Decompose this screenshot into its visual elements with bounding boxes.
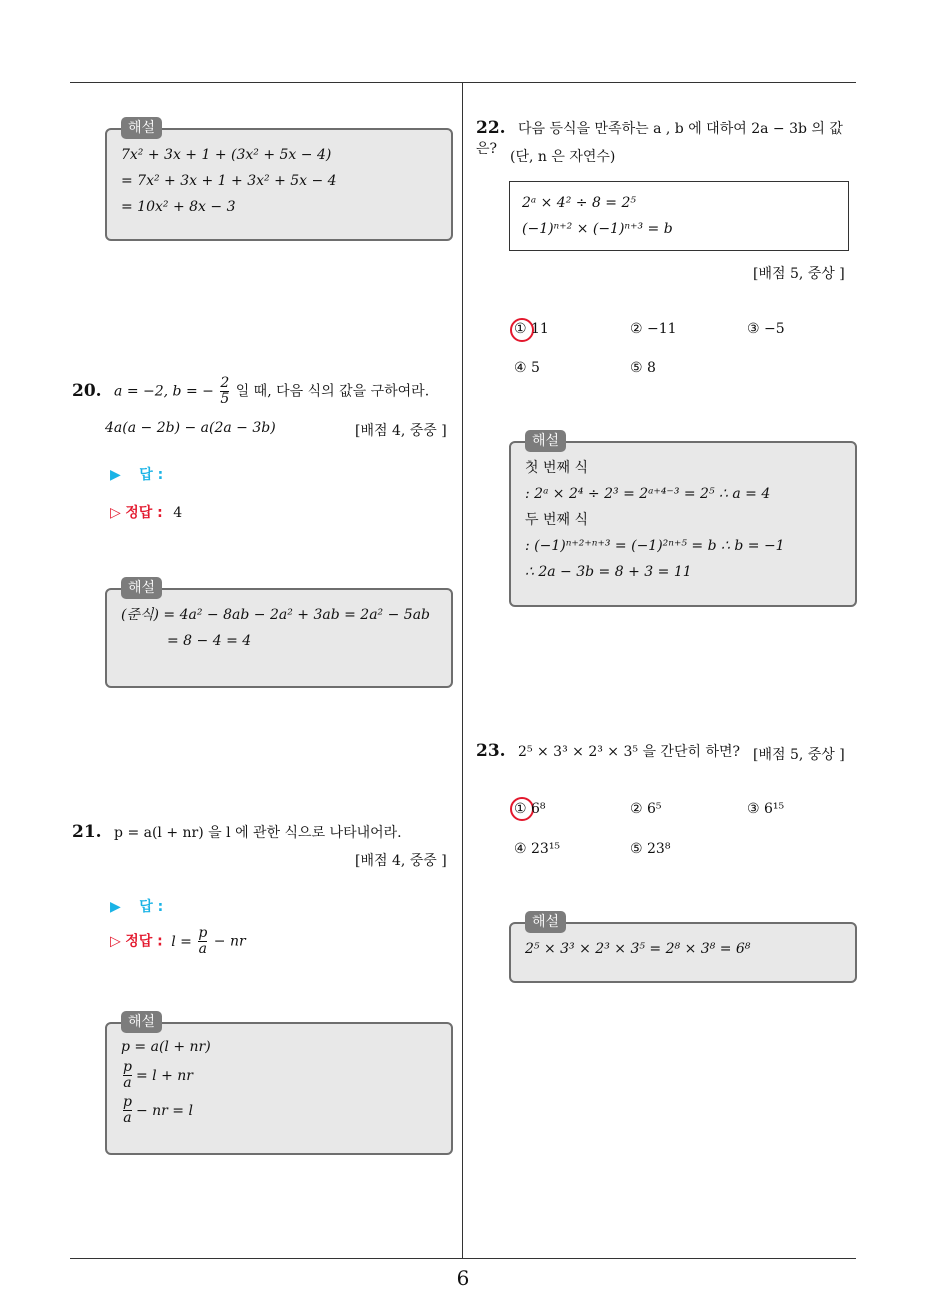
q20-score: [배점 4, 중중 ] [355,423,447,439]
q21-score: [배점 4, 중중 ] [355,853,447,869]
q23-explanation-box [509,914,857,983]
frac-num: p [198,925,208,941]
q21-explain-line: p = a(l + nr) [121,1039,211,1055]
q23-choice[interactable]: ③ 6¹⁵ [747,801,785,817]
q22-choice[interactable]: ② −11 [630,321,677,337]
q22-condition-box [509,181,849,251]
q21-explanation-box [105,1014,453,1155]
q22-score: [배점 5, 중상 ] [753,266,845,282]
q21-correct-prefix: l = [171,933,192,950]
q19-explain-line: = 10x² + 8x − 3 [121,199,236,215]
q22-text: 다음 등식을 만족하는 a , b 에 대하여 2a − 3b 의 값은? [476,121,843,157]
q22-choice[interactable]: ④ 5 [514,360,540,376]
q23-text: 2⁵ × 3³ × 2³ × 3⁵ 을 간단히 하면? [518,744,741,760]
q22-explain-line: ∴ 2a − 3b = 8 + 3 = 11 [525,564,692,580]
q20-frac-den: 5 [220,391,230,407]
q23-question [476,741,746,761]
correct-marker-icon: ▷ [110,505,121,521]
q23-choice[interactable]: ④ 23¹⁵ [514,841,561,857]
q23-choice[interactable]: ① 6⁸ [514,801,546,817]
answer-label: 답 : [139,899,164,915]
q22-condition: (−1)ⁿ⁺² × (−1)ⁿ⁺³ = b [522,221,673,237]
q20-frac-num: 2 [220,375,230,391]
q23-choice[interactable]: ② 6⁵ [630,801,662,817]
q20-expression: 4a(a − 2b) − a(2a − 3b) [105,420,276,436]
q20-question [72,376,457,407]
q23-score: [배점 5, 중상 ] [753,747,845,763]
q22-explain-line: 두 번째 식 [525,512,588,528]
q20-suffix: 일 때, 다음 식의 값을 구하여라. [235,383,430,400]
q21-explain-line [121,1060,439,1091]
q21-explain-fraction [123,1095,132,1126]
answer-marker-icon: ▶ [110,467,121,483]
q22-choice[interactable]: ③ −5 [747,321,785,337]
q21-number: 21. [72,822,102,842]
q22-explain-line: : 2ᵃ × 2⁴ ÷ 2³ = 2ᵃ⁺⁴⁻³ = 2⁵ ∴ a = 4 [525,486,771,502]
q22-number: 22. [476,118,506,138]
q21-correct-suffix: − nr [213,933,246,950]
q23-choice[interactable]: ⑤ 23⁸ [630,841,671,857]
answer-label: 답 : [139,467,164,483]
q19-explain-line: = 7x² + 3x + 1 + 3x² + 5x − 4 [121,173,337,189]
q20-explanation-box [105,580,453,688]
explanation-tag: 해설 [121,1011,162,1033]
correct-marker-icon: ▷ [110,933,121,950]
correct-label: 정답 : [125,933,163,950]
q21-answer-row [110,896,163,916]
explanation-tag: 해설 [525,911,566,933]
answer-marker-icon: ▶ [110,899,121,915]
q19-explanation-box [105,120,453,241]
frac-den: a [198,941,207,957]
explanation-tag: 해설 [525,430,566,452]
explanation-tag: 해설 [121,577,162,599]
q21-question [72,822,457,842]
q20-fraction [220,376,229,407]
q20-explain-line: (준식) = 4a² − 8ab − 2a² + 3ab = 2a² − 5ab [121,607,431,623]
frac-den: a [123,1075,132,1091]
q22-explain-line: : (−1)ⁿ⁺²⁺ⁿ⁺³ = (−1)²ⁿ⁺⁵ = b ∴ b = −1 [525,538,785,554]
q21-explain-text: − nr = l [135,1102,193,1119]
q22-explain-line: 첫 번째 식 [525,460,588,476]
q22-sub: (단, n 은 자연수) [510,149,616,165]
frac-num: p [123,1059,132,1075]
explanation-tag: 해설 [121,117,162,139]
q21-correct-fraction [198,926,207,957]
q21-explain-line [121,1095,439,1126]
q21-explain-text: = l + nr [135,1067,193,1084]
q21-correct-row [110,926,246,957]
q22-explanation-box [509,433,857,607]
q22-choice[interactable]: ⑤ 8 [630,360,656,376]
bottom-rule [70,1258,856,1259]
column-divider [462,82,463,1258]
q19-explain-line: 7x² + 3x + 1 + (3x² + 5x − 4) [121,147,332,163]
q22-condition: 2ᵃ × 4² ÷ 8 = 2⁵ [522,195,637,211]
q23-number: 23. [476,741,506,761]
frac-den: a [123,1110,132,1126]
page-number: 6 [456,1266,470,1290]
q20-correct-value: 4 [173,505,183,521]
q20-number: 20. [72,380,102,401]
top-rule [70,82,856,83]
q23-explain-line: 2⁵ × 3³ × 2³ × 3⁵ = 2⁸ × 3⁸ = 6⁸ [525,941,751,957]
q20-correct-row [110,502,182,522]
q22-choice[interactable]: ① 11 [514,321,549,337]
correct-label: 정답 : [125,505,163,521]
q21-explain-fraction [123,1060,132,1091]
frac-num: p [123,1094,132,1110]
q20-explain-line: = 8 − 4 = 4 [167,633,252,649]
q20-prefix: a = −2, b = − [114,383,214,400]
q21-text: p = a(l + nr) 을 l 에 관한 식으로 나타내어라. [114,825,402,841]
q20-answer-row [110,464,163,484]
